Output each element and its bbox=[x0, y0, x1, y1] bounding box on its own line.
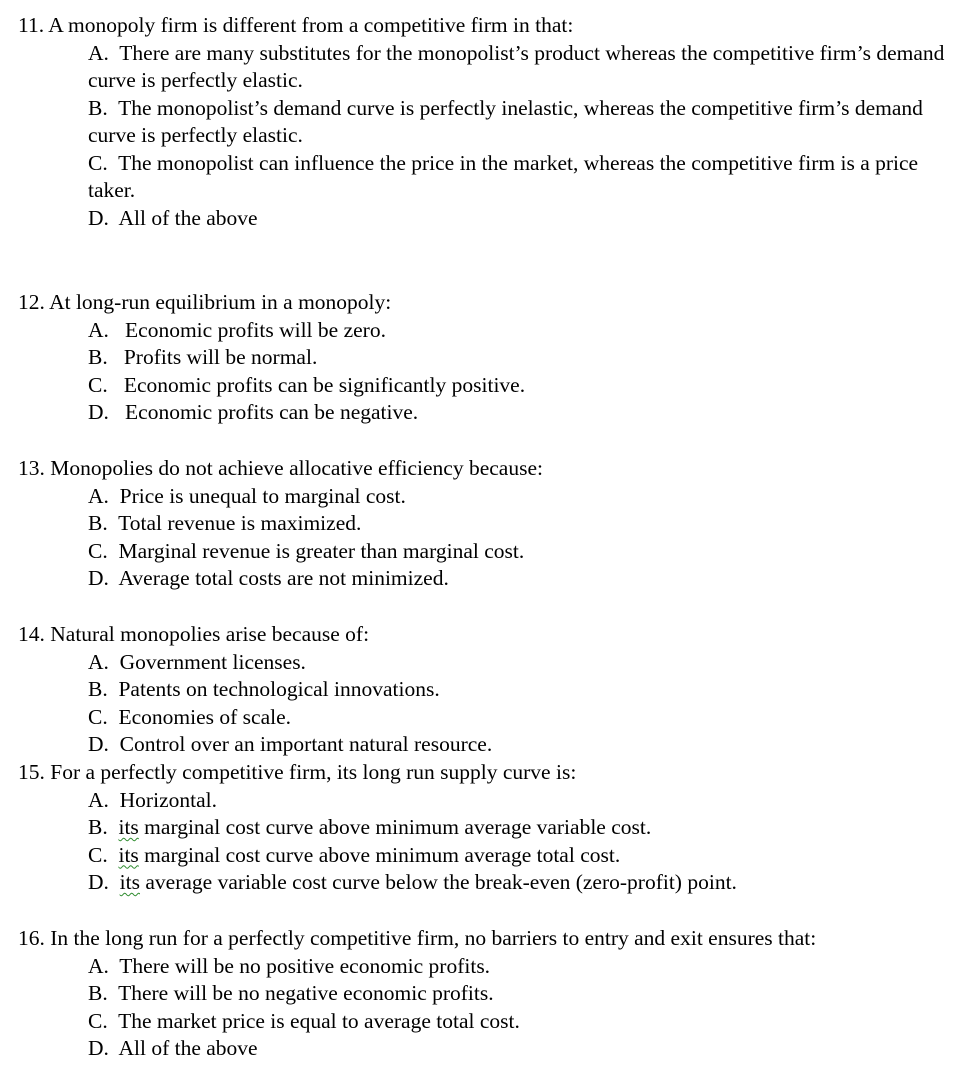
option-letter: C. bbox=[88, 842, 108, 867]
question-14 bbox=[18, 621, 968, 759]
option-text: The market price is equal to average total cost. bbox=[118, 1008, 520, 1033]
option-b bbox=[88, 344, 968, 372]
option-text: All of the above bbox=[118, 205, 258, 230]
question-text: In the long run for a perfectly competitive firm, no barriers to entry and exit ensures that: bbox=[50, 926, 817, 950]
spellcheck-flagged-word[interactable]: its bbox=[118, 842, 139, 867]
option-a bbox=[88, 483, 968, 511]
option-d bbox=[88, 399, 968, 427]
option-c bbox=[88, 704, 968, 732]
spellcheck-flagged-word[interactable]: its bbox=[119, 870, 140, 894]
option-d bbox=[88, 205, 958, 233]
option-a bbox=[88, 953, 968, 981]
option-text: Economic profits can be significantly positive. bbox=[123, 372, 526, 397]
option-letter: B. bbox=[88, 95, 108, 120]
option-letter: D. bbox=[88, 566, 109, 590]
question-number: 13. bbox=[18, 456, 45, 480]
option-list bbox=[18, 953, 968, 1063]
option-text: Economic profits can be negative. bbox=[125, 400, 419, 424]
question-number: 14. bbox=[18, 622, 45, 646]
option-letter: D. bbox=[88, 400, 109, 424]
option-text: marginal cost curve above minimum average total cost. bbox=[138, 842, 621, 867]
option-text: The monopolist’s demand curve is perfectly inelastic, whereas the competitive firm’s demand curve is perfectly elastic. bbox=[88, 95, 923, 147]
question-text: For a perfectly competitive firm, its long run supply curve is: bbox=[50, 760, 577, 784]
option-text: Horizontal. bbox=[119, 787, 217, 812]
option-letter: B. bbox=[88, 677, 108, 701]
option-letter: B. bbox=[88, 815, 108, 839]
option-text: Patents on technological innovations. bbox=[118, 677, 440, 701]
question-15 bbox=[18, 759, 968, 897]
option-letter: C. bbox=[88, 372, 108, 397]
option-letter: B. bbox=[88, 345, 108, 369]
option-letter: A. bbox=[88, 483, 109, 508]
spellcheck-flagged-word[interactable]: its bbox=[118, 815, 139, 839]
option-a bbox=[88, 317, 968, 345]
option-c bbox=[88, 372, 968, 400]
question-number: 11. bbox=[18, 13, 45, 37]
option-c bbox=[88, 538, 968, 566]
option-c bbox=[88, 150, 958, 205]
option-letter: C. bbox=[88, 1008, 108, 1033]
option-text: Price is unequal to marginal cost. bbox=[119, 483, 406, 508]
option-d bbox=[88, 1035, 968, 1063]
option-letter: D. bbox=[88, 732, 109, 756]
option-text: Profits will be normal. bbox=[123, 345, 318, 369]
option-text: Economic profits will be zero. bbox=[125, 317, 386, 342]
option-b bbox=[88, 95, 958, 150]
question-16 bbox=[18, 925, 968, 1063]
question-13 bbox=[18, 455, 968, 593]
question-number: 16. bbox=[18, 926, 45, 950]
question-stem bbox=[18, 289, 968, 317]
question-number: 12. bbox=[18, 290, 45, 314]
question-text: A monopoly firm is different from a competitive firm in that: bbox=[48, 13, 574, 37]
option-text: There will be no positive economic profits. bbox=[119, 953, 491, 978]
question-11 bbox=[18, 12, 968, 232]
option-text: Average total costs are not minimized. bbox=[118, 566, 449, 590]
option-list bbox=[18, 483, 968, 593]
option-list bbox=[18, 40, 958, 233]
option-letter: D. bbox=[88, 870, 109, 894]
option-d bbox=[88, 731, 968, 759]
option-letter: C. bbox=[88, 538, 108, 563]
option-text: Control over an important natural resource. bbox=[119, 732, 493, 756]
option-text: There are many substitutes for the monopolist’s product whereas the competitive firm’s demand curve is perfectly elastic. bbox=[88, 40, 945, 92]
option-letter: D. bbox=[88, 1036, 109, 1060]
option-letter: A. bbox=[88, 40, 109, 65]
option-text: There will be no negative economic profits. bbox=[118, 981, 494, 1005]
option-letter: C. bbox=[88, 704, 108, 729]
option-list bbox=[18, 317, 968, 427]
option-d bbox=[88, 565, 968, 593]
option-a bbox=[88, 40, 958, 95]
option-letter: A. bbox=[88, 649, 109, 674]
option-c bbox=[88, 842, 968, 870]
question-stem bbox=[18, 621, 968, 649]
option-text: All of the above bbox=[118, 1036, 258, 1060]
option-b bbox=[88, 676, 968, 704]
option-list bbox=[18, 787, 968, 897]
option-letter: D. bbox=[88, 205, 109, 230]
question-text: At long-run equilibrium in a monopoly: bbox=[49, 290, 392, 314]
option-letter: A. bbox=[88, 317, 109, 342]
option-letter: A. bbox=[88, 953, 109, 978]
option-a bbox=[88, 787, 968, 815]
option-letter: A. bbox=[88, 787, 109, 812]
option-text: average variable cost curve below the break-even (zero-profit) point. bbox=[139, 870, 737, 894]
option-letter: C. bbox=[88, 150, 108, 175]
question-text: Natural monopolies arise because of: bbox=[50, 622, 370, 646]
option-text: Total revenue is maximized. bbox=[118, 511, 362, 535]
question-stem bbox=[18, 925, 968, 953]
question-stem bbox=[18, 12, 968, 40]
option-text: Economies of scale. bbox=[118, 704, 292, 729]
option-text: Marginal revenue is greater than marginal cost. bbox=[118, 538, 525, 563]
option-text: The monopolist can influence the price in the market, whereas the competitive firm is a price taker. bbox=[88, 150, 919, 202]
question-text: Monopolies do not achieve allocative efficiency because: bbox=[50, 456, 543, 480]
question-12 bbox=[18, 289, 968, 427]
option-c bbox=[88, 1008, 968, 1036]
option-letter: B. bbox=[88, 511, 108, 535]
option-text: Government licenses. bbox=[119, 649, 306, 674]
option-b bbox=[88, 980, 968, 1008]
option-list bbox=[18, 649, 968, 759]
option-b bbox=[88, 814, 968, 842]
question-stem bbox=[18, 759, 968, 787]
question-stem bbox=[18, 455, 968, 483]
option-d bbox=[88, 869, 968, 897]
option-letter: B. bbox=[88, 981, 108, 1005]
question-number: 15. bbox=[18, 760, 45, 784]
option-text: marginal cost curve above minimum average variable cost. bbox=[138, 815, 652, 839]
option-a bbox=[88, 649, 968, 677]
option-b bbox=[88, 510, 968, 538]
